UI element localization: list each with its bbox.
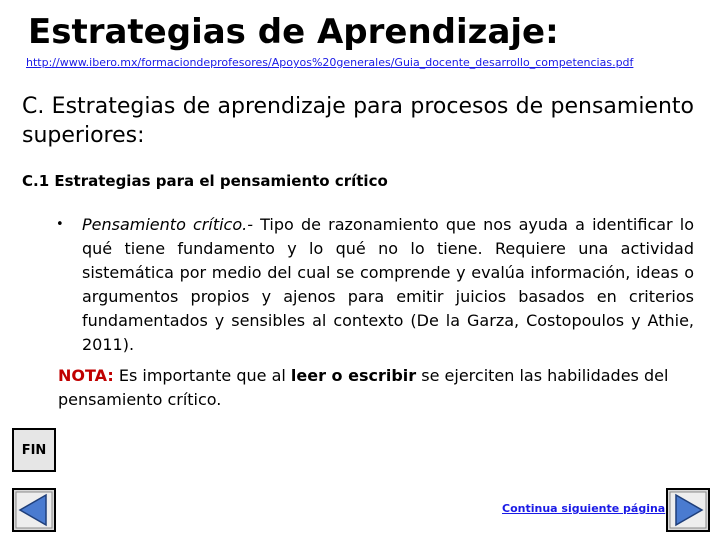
nota-bold: leer o escribir bbox=[290, 366, 417, 385]
continue-next-page-link[interactable]: Continua siguiente página bbox=[502, 502, 666, 515]
page-title: Estrategias de Aprendizaje: bbox=[28, 12, 559, 52]
nota-text-1: Es importante que al bbox=[113, 366, 291, 385]
nota-paragraph bbox=[58, 364, 694, 412]
right-arrow-icon bbox=[666, 488, 710, 532]
source-url-link[interactable]: http://www.ibero.mx/formaciondeprofesores/Apoyos%20generales/Guia_docente_desarrollo_competencias.pdf bbox=[26, 56, 634, 69]
section-heading: C. Estrategias de aprendizaje para procesos de pensamiento superiores: bbox=[22, 94, 694, 148]
fin-button[interactable]: FIN bbox=[12, 428, 56, 472]
subsection-heading: C.1 Estrategias para el pensamiento crítico bbox=[22, 172, 388, 190]
previous-page-button[interactable] bbox=[12, 488, 56, 532]
bullet-item bbox=[56, 213, 694, 357]
bullet-dot-icon: • bbox=[56, 217, 64, 232]
bullet-paragraph bbox=[82, 213, 694, 357]
bullet-term: Pensamiento crítico.- bbox=[82, 215, 253, 234]
nota-label: NOTA: bbox=[58, 366, 114, 385]
next-page-button[interactable] bbox=[666, 488, 710, 532]
nota-text-2: se ejerciten las habilidades del pensamiento crítico. bbox=[58, 366, 669, 409]
bullet-definition: Tipo de razonamiento que nos ayuda a identificar lo qué tiene fundamento y lo qué no lo tiene. Requiere una actividad sistemática por medio del cual se comprende y evalúa información, ideas o argumentos propios y ajenos para emitir juicios basados en criterios fundamentados y sensibles al contexto (De la Garza, Costopoulos y Athie, 2011). bbox=[82, 215, 695, 354]
left-arrow-icon bbox=[12, 488, 56, 532]
